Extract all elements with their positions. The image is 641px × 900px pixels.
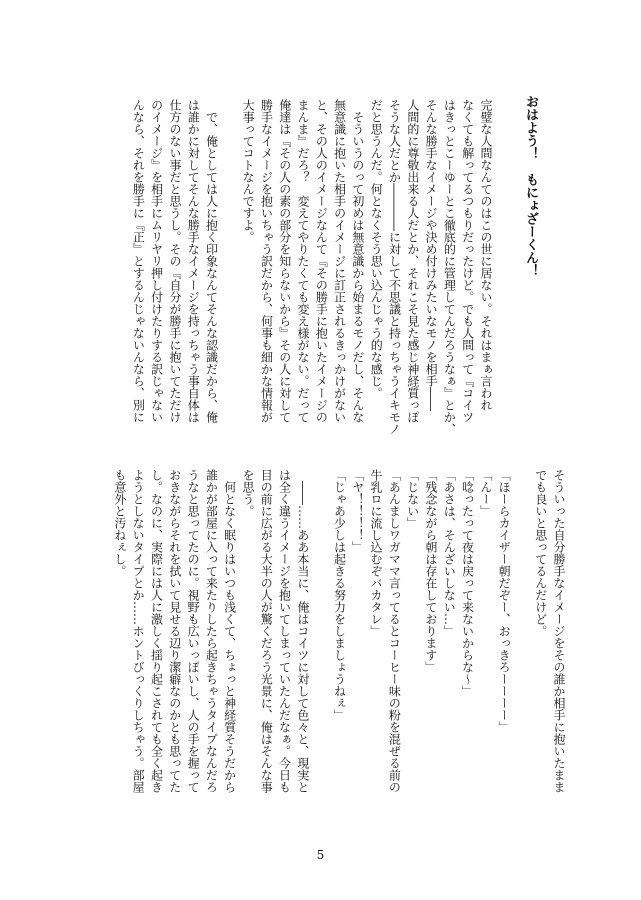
text-line: 「残念ながら朝は存在しております」 [423, 469, 438, 673]
text-line: ――……ああ本当に、俺はコイツに対して色々と、現実と [295, 469, 310, 793]
text-line: し。なのに、実際には人に激しく揺り起こされても全く起き [149, 469, 164, 793]
text-line: 人間的に尊敬出来る人だとか、それこそ見た感じ神経質っぽ [405, 99, 420, 423]
text-line: だと思うんだ。何となくそう思い込んじゃう的な感じ。 [369, 99, 384, 399]
text-line: 「唸ったって夜は戻って来ないからな〜」 [460, 469, 475, 697]
text-line: と、その人のイメージなんて『その勝手に抱いたイメージの [314, 99, 329, 423]
text-line: 「ほーらカイザー朝だぞー、おっきろーーーー」 [497, 469, 512, 733]
text-line: 勝手なイメージを抱いちゃう訳だから、何事も細かな情報が [259, 99, 274, 423]
text-line: 「ヤ！！！！」 [350, 469, 365, 553]
text-line: そんな勝手なイメージや決め付けみたいなモノを相手―― [424, 99, 439, 411]
text-line: なくても解ってるつもりだったけど。でも人間って『コイツ [460, 99, 475, 423]
text-line [221, 99, 239, 449]
text-line: おきながらそれを拭いて見せる辺り潔癖なのかとも思ってた [167, 469, 182, 793]
text-line: 大事ってコトなんですよ。 [241, 99, 256, 243]
text-line [513, 469, 531, 824]
text-line: 俺達は『その人の素の部分を知らないから』その人に対して [277, 99, 292, 423]
text-line: 「んー」 [478, 469, 493, 517]
text-line: も意外と汚ねぇし。 [112, 469, 127, 577]
text-line: そういった自分勝手なイメージをその誰か相手に抱いたまま [552, 469, 566, 793]
page-number: 5 [316, 848, 325, 862]
text-line: 牛乳ロに流し込むぞバカタレ」 [369, 469, 384, 637]
text-line: うなと思ってたのに。視野も広いっぽいし、人の手を握って [186, 469, 201, 793]
text-line: 「じない」 [405, 469, 420, 529]
text-line: 完璧な人間なんてのはこの世に居ない。それはまぁ言われ [479, 99, 493, 411]
text-line: は全く違うイメージを抱いてしまっていたんだなぁ。今日も [277, 469, 292, 793]
text-line: でも良いと思ってるんだけど。 [533, 469, 548, 637]
text-line: 「あさは、そんざいしない…」 [442, 469, 457, 637]
text-line: そういうのって初めは無意識から始まるモノだし、そんな [350, 99, 365, 423]
text-line: を思う。 [240, 469, 255, 517]
text-line: 何となく眠りはいつも浅くて、ちょっと神経質そうだから [222, 469, 237, 793]
text-line: で、俺としては人に抱く印象なんてそんな認識だから、俺 [204, 99, 219, 423]
text-line: はきっとこーゆーとこ徹底的に管理してんだろうなぁ』とか、 [442, 99, 457, 435]
text-line: 無意識に抱いた相手のイメージに訂正されるきっかけがない [332, 99, 347, 423]
text-line: は誰かに対してそんな勝手なイメージを持っちゃう事自体は [186, 99, 201, 423]
text-line: まんま』だろ？ 変えてやりたくても変え様がない。だって [296, 99, 311, 423]
chapter-title: おはよう！ もにょざーくん！ [523, 95, 538, 277]
text-line: 仕方のない事だと思うし。その『自分が勝手に抱いてただけ [167, 99, 182, 423]
text-line: ようとしないタイプとか……ホントびっくりしちゃう。部屋 [131, 469, 146, 793]
text-line: んなら、それを勝手に『正』とするんじゃないんなら、別に [131, 99, 146, 423]
text-line: 誰かが部屋に入って来たりしたら起きちゃうタイプなんだろ [204, 469, 219, 793]
text-line: 「じゃあ少しは起きる努力をしましょうねぇ」 [332, 469, 347, 721]
text-line: 目の前に広がる大半の人が驚くだろう光景に、俺はそんな事 [259, 469, 274, 793]
text-line: のイメージ』を相手にムリヤリ押し付けたりする訳じゃない [149, 99, 164, 423]
text-line: そうな人だとか――――に対して不思議と持っちゃうイキモノ [387, 99, 402, 435]
bottom-text-block [111, 469, 568, 824]
text-line: 「あんましワガママ言ってるとコーヒー味の粉を混ぜる前の [387, 469, 402, 793]
text-line [312, 469, 330, 824]
top-text-block [129, 99, 495, 449]
